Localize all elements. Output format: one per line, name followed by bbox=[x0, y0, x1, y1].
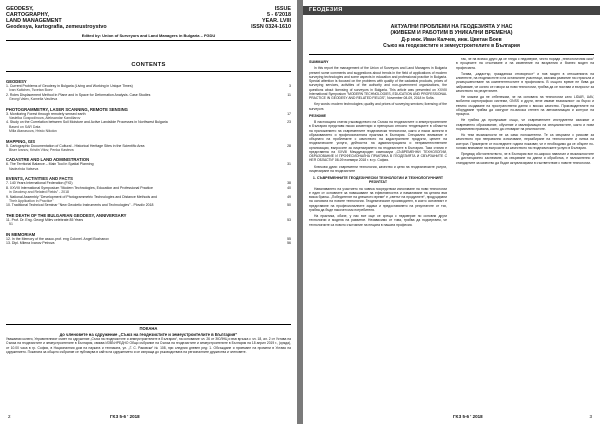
toc-entry-authors: 51 bbox=[9, 222, 13, 227]
column-right bbox=[456, 57, 594, 167]
toc-entry-page: 50 bbox=[287, 203, 291, 208]
article-title-line: (ЖИВЕЕМ И РАБОТИМ В УНИКАЛНИ ВРЕМЕНА) bbox=[390, 30, 513, 36]
toc-section-title: IN MEMORIAM bbox=[6, 231, 36, 237]
toc-section-title: GEODESY bbox=[6, 79, 27, 84]
toc-entry-page: 11 bbox=[287, 92, 291, 97]
header-line: Geodesya, kartografia, zemeustroystvo bbox=[6, 24, 107, 30]
header-issue: 5 - 6'2018 bbox=[266, 12, 291, 18]
article-title bbox=[309, 24, 594, 36]
resume-heading: РЕЗЮМЕ bbox=[309, 113, 327, 118]
paragraph: Наваляването на участието на човека посредством използване на нови технологии е един от основните за повишаване на ефективността и намаляване на цената във всяка бранш. „Победителят на днешното време“ е „светът на продуктите“, продуцирани на основата на новите технологии. Геодезическият производител, в които основният е представяне на професионалните задачи и предоставянето на резултатите от тях, трябва да бъде насочен към потребителя. bbox=[309, 186, 447, 212]
left-page bbox=[0, 0, 297, 424]
paragraph: Ha практика, обаче, у нас все още се среща с недоверие по основни други технологии и модела на развитие. Независимо от това, трябва да подчертаем, че технологиите са новото състояние на нещата в нашата професия. bbox=[309, 214, 447, 227]
toc-section-title: PHOTOGRAMMETRY, LASER SCANNING, REMOTE SENSING bbox=[6, 106, 128, 112]
edited-by: Edited by: Union of Surveyors and Land Managers in Bulgaria – FGDU bbox=[6, 33, 291, 41]
toc-section-title: THE DEATH OF THE BULGARIAN GEODESY, ANNIVERSARY bbox=[6, 212, 127, 218]
toc-entry-title: 7. 140 Years International Federation (FIG) bbox=[6, 181, 73, 186]
invitation-body: Уважаеми колеги, Управителният съвет на сдружение „Съюз на геодезистите и земеустроителите в България“, на основание чл. 26 от ЗЮЛНЦ и във връзка с чл. 18, ал. 2 от Устава на Съюза на геодезистите и земеустроителите в България, свиква ИЗВЪНРЕДНО Общо събрание на Съюза на геодезистите и земеустроителите в България на 18 април 2019 г., (сряда), от 10.00 часа в гр. София, в Националния дом на науката и техниката, ул. „Г. С. Раковски“ № 108, при следния дневен ред: 1. Обсъждане и приемане на промени в Устава на сдружението. Поканата за общото събрание се публикува в сайта на сдружението и се изпраща до ръководствата на регионалните дружества и членовете. bbox=[6, 337, 291, 354]
table-of-contents bbox=[6, 74, 291, 245]
article-title-line: АКТУАЛНИ ПРОБЛЕМИ НА ГЕОДЕЗИЯТА У НАС bbox=[390, 24, 513, 30]
toc-entry-authors: Vasielka Gospodinova, Aleksandar Kandilarov bbox=[9, 116, 81, 121]
journal-header bbox=[6, 6, 291, 30]
toc-entry-page: 55 bbox=[287, 236, 291, 241]
section-1-heading: 1. СЪВРЕМЕННИТЕ ГЕОДЕЗИЧЕСКИ ТЕХНОЛОГИИ И ТЕХНОЛОГИЧНИЯТ РЕЗУЛТАТ bbox=[312, 176, 444, 185]
contents-title: CONTENTS bbox=[131, 62, 166, 68]
toc-entry-title: 6. The Territorial Balance – Main Tool in Spatial Planning bbox=[6, 162, 94, 167]
invitation-subtitle: до членовете на сдружение „Съюз на геодезистите и земеустроителите в България“ bbox=[59, 332, 238, 337]
resume-keywords: Ключови думи: съвременни технологии, качество и цени на геодезическите услуги, лицензиране на геодезистите bbox=[309, 164, 447, 173]
right-page bbox=[303, 0, 600, 424]
paragraph: Предвид обстоятелството, че в България все по-широко навлизат и възможностите за дистанционно заснемане, за свързване на данни и обработка, е наложително и стандартите за качество да бъдат актуализирани в съответствие с новите технологии. bbox=[456, 152, 594, 165]
summary-text: In this report the management of the Union of Surveyors and Land Managers in Bulgaria present some comments and suggestions about trends in the field of applications of modern surveying technologies and some aspects in education and professional practice in Bulgaria. Special attention is focused on the problems with quality of the cadastral products, prices of surveying services, activities of the authority and non-government organizations, the questions about licensing of surveyors in Bulgaria. This article was presented on XXVIII International Symposium "MODERN TECHNOLOGIES, EDUCATION AND PROFESSIONAL PRACTICE IN GEODESY AND RELATED FIELDS", November 08-09, 2018 in Sofia. bbox=[309, 66, 447, 100]
toc-entry-title: 5. Cartographic Documentation of Cultural - Historical Heritage Sites in the Scientific Area bbox=[6, 143, 145, 148]
article-authors bbox=[309, 37, 594, 49]
header-year: YEAR. LVIII bbox=[262, 18, 291, 24]
toc-entry-page: 17 bbox=[287, 111, 291, 116]
toc-entry-page: 49 bbox=[287, 194, 291, 199]
toc-entry-page: 23 bbox=[287, 120, 291, 125]
toc-entry-page: 56 bbox=[287, 240, 291, 245]
toc-entry-title: 2. Roles Displacement Method in Plane and in Space for Deformation Analysis. Case Studies bbox=[6, 92, 151, 97]
header-issn: ISSN 0324-1610 bbox=[251, 24, 291, 30]
divider bbox=[6, 71, 291, 72]
toc-entry-title: 4. Study on the Correlation between Soil Moisture and Active Landslide Processes in Northwest Bulgaria bbox=[6, 120, 168, 125]
section-header: ГЕОДЕЗИЯ bbox=[303, 6, 600, 15]
column-left bbox=[309, 57, 447, 229]
toc-section-title: MAPPING, GIS bbox=[6, 138, 36, 144]
affiliation: Съюз на геодезистите и земеустроителите в България bbox=[383, 43, 520, 49]
page-number: 3 bbox=[589, 414, 592, 419]
toc-entry-title: 8. XXVIII International Symposium "Modern Technologies, Education and Professional Practice bbox=[6, 185, 153, 190]
paragraph: Не трябва да пропускаме също, че съвременните инструменти изискват и съвременно образование, обучение и квалификация на специалистите, както и нови нормативни правила, които да отговарят на реалностите. bbox=[456, 118, 594, 131]
toc-entry-title: 11. Prof. Dr. Eng. Georgi Milev celebrate 85 Years bbox=[6, 217, 84, 222]
toc-entry-title: 1. Current Problems of Geodesy in Bulgaria (Living and Working in Unique Times) bbox=[6, 84, 133, 88]
toc-entry-authors: in Geodesy and Related Fields" - 2018 bbox=[9, 190, 70, 195]
authors: Д-р инж. Иван Калчев, инж. Цветан Боев bbox=[401, 37, 502, 43]
toc-entry-page: 28 bbox=[287, 143, 291, 148]
invitation-title: ПОКАНА bbox=[139, 326, 158, 331]
toc-entry[interactable] bbox=[6, 203, 291, 207]
toc-entry-authors: Based on SAR Data bbox=[9, 124, 41, 129]
divider bbox=[309, 54, 594, 55]
toc-entry-page: 3 bbox=[289, 84, 291, 88]
footer-issue: ГКЗ 5-6 ' 2018 bbox=[110, 414, 140, 419]
summary-keywords: Key words: modern technologies; quality and prices of surveying services; licensing of the surveyors bbox=[309, 102, 447, 111]
footer-issue: ГКЗ 5-6 ' 2018 bbox=[453, 414, 483, 419]
paragraph: Но тези възможности не са само положителни. Те са свързани с рискове за качеството при неправилно използване, неразбиране на технологиите и липса на контрол. Примерите от последните години показват, че е необходимо да се обърне по-голямо внимание на въпросите за качеството на геодезическите услуги в България. bbox=[456, 133, 594, 150]
toc-entry-title: 12. In the Memory of the assoc.prof. eng Colonel. Angel Bozhanov bbox=[6, 236, 109, 241]
toc-entry-authors: Their Application in Practice" bbox=[9, 198, 54, 203]
invitation-box bbox=[6, 324, 291, 354]
toc-entry-authors: Milla Atanasova, Hristo Nikolov bbox=[9, 129, 58, 134]
toc-entry-page: 40 bbox=[287, 185, 291, 190]
toc-entry-authors: Nadezhda Vatseva bbox=[9, 166, 39, 171]
toc-entry[interactable] bbox=[6, 241, 291, 245]
toc-entry-authors: Georgi Valev, Kamelia Vasileva bbox=[9, 97, 58, 102]
toc-entry-title: 10. Traditional Technical Seminar "New Geodetic Instruments and Technologies" - Plovdiv 2018 bbox=[6, 203, 154, 208]
toc-entry-title: 9. National Assembly "Development of Photogrammetric Technologies and Distance Methods and bbox=[6, 194, 157, 199]
toc-section-title: EVENTS, ACTIVITIES AND FACTS bbox=[6, 176, 73, 182]
header-line: LAND MANAGEMENT bbox=[6, 18, 62, 24]
toc-entry-authors: Ivan Kaltchev, Tsvetan Boev bbox=[9, 88, 53, 93]
toc-entry-page: 38 bbox=[287, 181, 291, 186]
toc-entry-page: 53 bbox=[287, 217, 291, 222]
paragraph: Тогава, „кадастър, гражданска отговорност“ и нов модел в отношенията на клиентите, на геодезистите и на останалите участници, изисква развитие на отрасъла и усъвършенстване на компетентностите в професията. В същото време не бива да забравяме, че когато се говори за нови технологии, трябва да се постави и въпросът за качеството на резултатите. bbox=[456, 71, 594, 93]
resume-text: В настоящата статия ръководството на Съюза на геодезистите и земеустроителите в България представя някои коментари и препоръки относно тенденциите в областта на приложението на съвременните геодезически технологии, както и някои аспекти в образованието и професионалната практика в България. Специално внимание е обърнато на проблемите с качеството на кадастралните продукти, цените на геодезическите услуги, дейността на администрацията и неправителствените организации, въпросите за лицензирането на геодезистите в България. Тази статия е представена на XXVIII Международен симпозиум „СЪВРЕМЕННИ ТЕХНОЛОГИИ, ОБРАЗОВАНИЕ И ПРОФЕСИОНАЛНА ПРАКТИКА В ГЕОДЕЗИЯТА И СВЪРЗАНИТЕ С НЕЯ ОБЛАСТИ“ 08-09 ноември 2018 г. в гр. София. bbox=[309, 120, 447, 163]
header-issue: ISSUE bbox=[274, 6, 291, 12]
toc-entry-authors: Biser Ivanov, Kristin Vitov, Penka Kasteva bbox=[9, 148, 74, 153]
toc-entry-title: 3. Monitoring Forest through remotely sensed earth bbox=[6, 111, 86, 116]
header-line: GEODESY, bbox=[6, 6, 34, 12]
summary-heading: SUMMARY bbox=[309, 60, 329, 64]
page-number: 2 bbox=[8, 414, 11, 419]
toc-entry-title: 13. Dipl. Milena Ivanov Petrova bbox=[6, 240, 55, 245]
toc-entry-page: 31 bbox=[287, 162, 291, 167]
toc-section-title: CADASTRE AND LAND ADMINISTRATION bbox=[6, 157, 90, 163]
paragraph: Не можем да не отбележим, че на основата на технологии като LIDAR, UAV, мобилни картографски системи, GNSS и други, вече имаме възможност за бързо и евтино създаване на пространствени данни с високо качество. Производителите на оборудване трябва да осигурят по-висока степен на автоматизация и контрол на процеса. bbox=[456, 95, 594, 116]
header-line: CARTOGRAPHY, bbox=[6, 12, 50, 18]
paragraph: так, че на всичко друго да се гледа с недоверие, често поради „технологичния скок“ в процесите на сгъстяване и на изменение на визуалния и бизнес модел на професията. bbox=[456, 57, 594, 70]
